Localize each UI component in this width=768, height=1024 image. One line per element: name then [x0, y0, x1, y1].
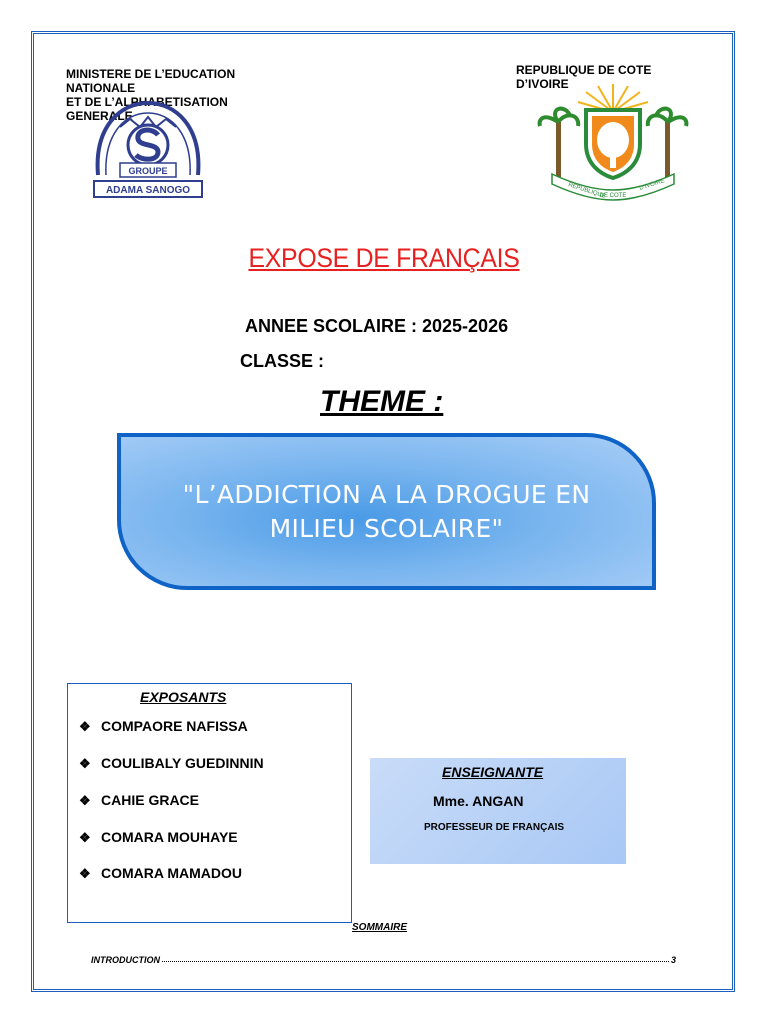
diamond-bullet-icon: ❖: [79, 756, 91, 771]
class-label: CLASSE :: [240, 351, 325, 371]
toc-entry-page: 3: [670, 955, 676, 965]
presenters-box: [67, 683, 352, 923]
teacher-title: ENSEIGNANTE: [442, 764, 544, 780]
presenter-name: COMPAORE NAFISSA: [101, 718, 248, 734]
ribbon-left-text: REPUBLIQUE: [567, 182, 607, 200]
coat-of-arms: [538, 82, 688, 200]
ministry-line: GENERALE: [66, 109, 133, 123]
summary-title: SOMMAIRE: [352, 922, 407, 933]
document-title: EXPOSE DE FRANÇAIS: [248, 243, 520, 273]
presenter-name: COULIBALY GUEDINNIN: [101, 755, 264, 771]
teacher-box: [370, 758, 626, 864]
presenter-item: [79, 865, 242, 882]
logo-text-top: GROUPE: [128, 166, 168, 176]
ribbon-right-text: D’IVOIRE: [638, 178, 666, 192]
presenter-item: [79, 829, 238, 846]
toc-leader-dots: [162, 960, 669, 962]
presenter-item: [79, 755, 264, 772]
teacher-role: PROFESSEUR DE FRANÇAIS: [424, 822, 565, 833]
diamond-bullet-icon: ❖: [79, 830, 91, 845]
republic-line: D’IVOIRE: [516, 77, 569, 91]
presenter-item: [79, 792, 199, 809]
toc-entry-label: INTRODUCTION: [91, 955, 160, 965]
diamond-bullet-icon: ❖: [79, 793, 91, 808]
presenters-title: EXPOSANTS: [140, 689, 227, 705]
theme-box: [117, 433, 656, 590]
presenter-name: COMARA MOUHAYE: [101, 829, 238, 845]
logo-text-bottom: ADAMA SANOGO: [105, 185, 191, 196]
school-logo: [90, 97, 206, 201]
presenter-name: COMARA MAMADOU: [101, 865, 243, 881]
diamond-bullet-icon: ❖: [79, 719, 91, 734]
ministry-line: ET DE L’ALPHABETISATION: [66, 95, 228, 109]
ribbon-bottom-text: DE COTE: [599, 193, 627, 199]
republic-line: REPUBLIQUE DE COTE: [516, 63, 652, 77]
teacher-name: Mme. ANGAN: [433, 793, 524, 809]
theme-heading: THEME :: [320, 385, 444, 418]
school-year: ANNEE SCOLAIRE : 2025-2026: [245, 316, 509, 336]
toc-entry: [91, 951, 676, 965]
theme-text: "L’ADDICTION A LA DROGUE EN MILIEU SCOLAIRE": [182, 479, 591, 543]
presenter-name: CAHIE GRACE: [101, 792, 200, 808]
ministry-line: MINISTERE DE L’EDUCATION: [66, 67, 236, 81]
diamond-bullet-icon: ❖: [79, 866, 91, 881]
presenter-item: [79, 718, 248, 735]
ministry-line: NATIONALE: [66, 81, 136, 95]
